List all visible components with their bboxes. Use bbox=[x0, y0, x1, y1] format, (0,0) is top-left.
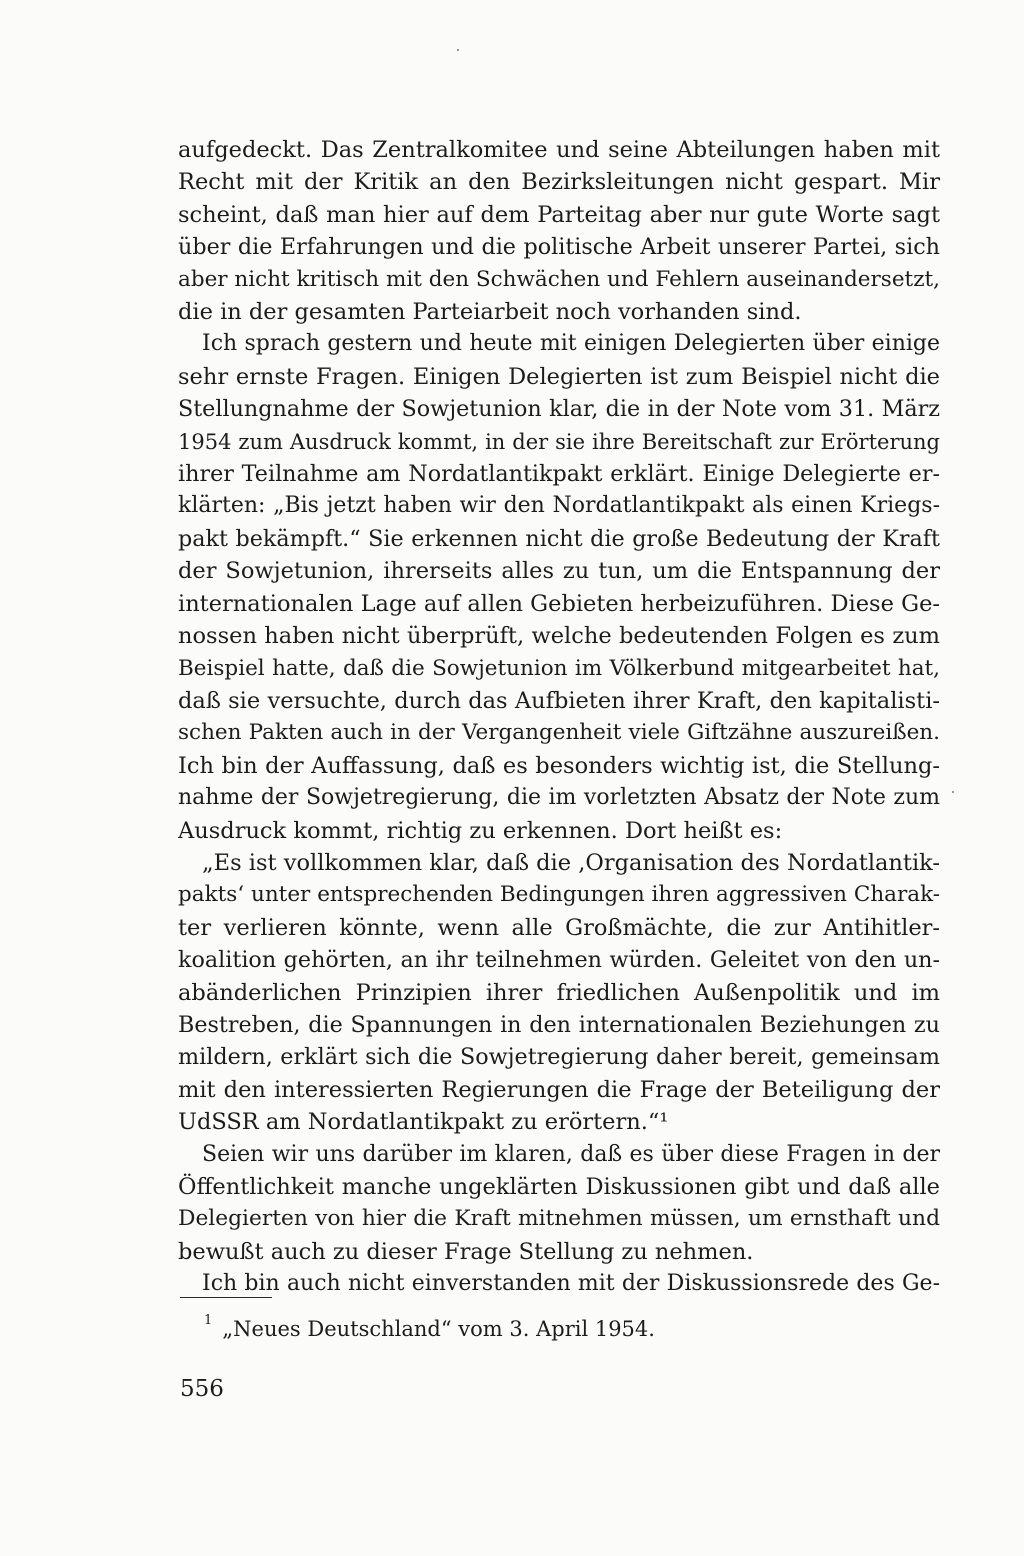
text-line: UdSSR am Nordatlantikpakt zu erörtern.“¹ bbox=[178, 1109, 669, 1136]
text-line: sehr ernste Fragen. Einigen Delegierten ist zum Beispiel nicht die bbox=[178, 363, 940, 390]
text-line: klärten: „Bis jetzt haben wir den Nordatlantikpakt als einen Kriegs- bbox=[178, 493, 940, 519]
text-line: „Es ist vollkommen klar, daß die ,Organisation des Nordatlantik- bbox=[202, 849, 940, 876]
text-line: ter verlieren könnte, wenn alle Großmächte, die zur Antihitler- bbox=[178, 914, 940, 941]
text-line: abänderlichen Prinzipien ihrer friedlichen Außenpolitik und im bbox=[178, 979, 940, 1006]
text-line: Ich sprach gestern und heute mit einigen Delegierten über einige bbox=[202, 331, 940, 357]
paragraph bbox=[178, 1268, 940, 1300]
scan-speck bbox=[952, 791, 954, 793]
page-number: 556 bbox=[180, 1376, 224, 1402]
text-line: bewußt auch zu dieser Frage Stellung zu nehmen. bbox=[178, 1238, 754, 1265]
footnote-divider bbox=[180, 1297, 272, 1298]
text-line: mit den interessierten Regierungen die Frage der Beteiligung der bbox=[178, 1076, 940, 1103]
footnote-marker: 1 bbox=[204, 1313, 213, 1328]
text-line: aber nicht kritisch mit den Schwächen und Fehlern auseinandersetzt, bbox=[178, 266, 940, 292]
text-line: die in der gesamten Parteiarbeit noch vorhanden sind. bbox=[178, 299, 802, 326]
text-line: Delegierten von hier die Kraft mitnehmen müssen, um ernsthaft und bbox=[178, 1206, 940, 1232]
text-line: Ich bin auch nicht einverstanden mit der Diskussionsrede des Ge- bbox=[202, 1271, 940, 1297]
text-line: nossen haben nicht überprüft, welche bedeutenden Folgen es zum bbox=[178, 623, 940, 650]
text-line: Beispiel hatte, daß die Sowjetunion im Völkerbund mitgearbeitet hat, bbox=[178, 655, 940, 681]
quotation bbox=[178, 847, 940, 1139]
text-line: nahme der Sowjetregierung, die im vorletzten Absatz der Note zum bbox=[178, 785, 940, 811]
text-line: internationalen Lage auf allen Gebieten herbeizuführen. Diese Ge- bbox=[178, 590, 940, 617]
footnote-text: „Neues Deutschland“ vom 3. April 1954. bbox=[222, 1317, 655, 1341]
text-line: Bestreben, die Spannungen in den internationalen Beziehungen zu bbox=[178, 1011, 940, 1038]
text-line: Seien wir uns darüber im klaren, daß es über diese Fragen in der bbox=[202, 1141, 940, 1167]
text-line: Recht mit der Kritik an den Bezirksleitungen nicht gespart. Mir bbox=[178, 169, 940, 196]
text-line: schen Pakten auch in der Vergangenheit viele Giftzähne auszureißen. bbox=[178, 720, 940, 746]
paragraph bbox=[178, 328, 940, 847]
scan-speck bbox=[457, 49, 459, 51]
text-line: Ich bin der Auffassung, daß es besonders wichtig ist, die Stellung- bbox=[178, 752, 940, 779]
text-line: über die Erfahrungen und die politische Arbeit unserer Partei, sich bbox=[178, 234, 940, 261]
text-line: aufgedeckt. Das Zentralkomitee und seine Abteilungen haben mit bbox=[178, 137, 940, 163]
text-line: 1954 zum Ausdruck kommt, in der sie ihre Bereitschaft zur Erörterung bbox=[178, 429, 940, 454]
text-line: Stellungnahme der Sowjetunion klar, die in der Note vom 31. März bbox=[178, 396, 940, 423]
text-line: pakts‘ unter entsprechenden Bedingungen ihren aggressiven Charak- bbox=[178, 882, 940, 908]
paragraph bbox=[178, 1139, 940, 1269]
text-line: Öffentlichkeit manche ungeklärten Diskussionen gibt und daß alle bbox=[178, 1174, 940, 1200]
text-line: daß sie versuchte, durch das Aufbieten ihrer Kraft, den kapitalisti- bbox=[178, 687, 940, 714]
body-text bbox=[178, 134, 940, 1301]
text-line: mildern, erklärt sich die Sowjetregierung daher bereit, gemeinsam bbox=[178, 1044, 940, 1071]
text-line: koalition gehörten, an ihr teilnehmen würden. Geleitet von den un- bbox=[178, 947, 940, 974]
text-line: pakt bekämpft.“ Sie erkennen nicht die große Bedeutung der Kraft bbox=[178, 525, 940, 552]
text-line: scheint, daß man hier auf dem Parteitag aber nur gute Worte sagt bbox=[178, 201, 940, 228]
text-line: ihrer Teilnahme am Nordatlantikpakt erklärt. Einige Delegierte er- bbox=[178, 461, 940, 488]
footnote bbox=[204, 1310, 655, 1344]
text-line: der Sowjetunion, ihrerseits alles zu tun, um die Entspannung der bbox=[178, 558, 940, 585]
paragraph bbox=[178, 134, 940, 328]
text-line: Ausdruck kommt, richtig zu erkennen. Dort heißt es: bbox=[178, 817, 783, 844]
